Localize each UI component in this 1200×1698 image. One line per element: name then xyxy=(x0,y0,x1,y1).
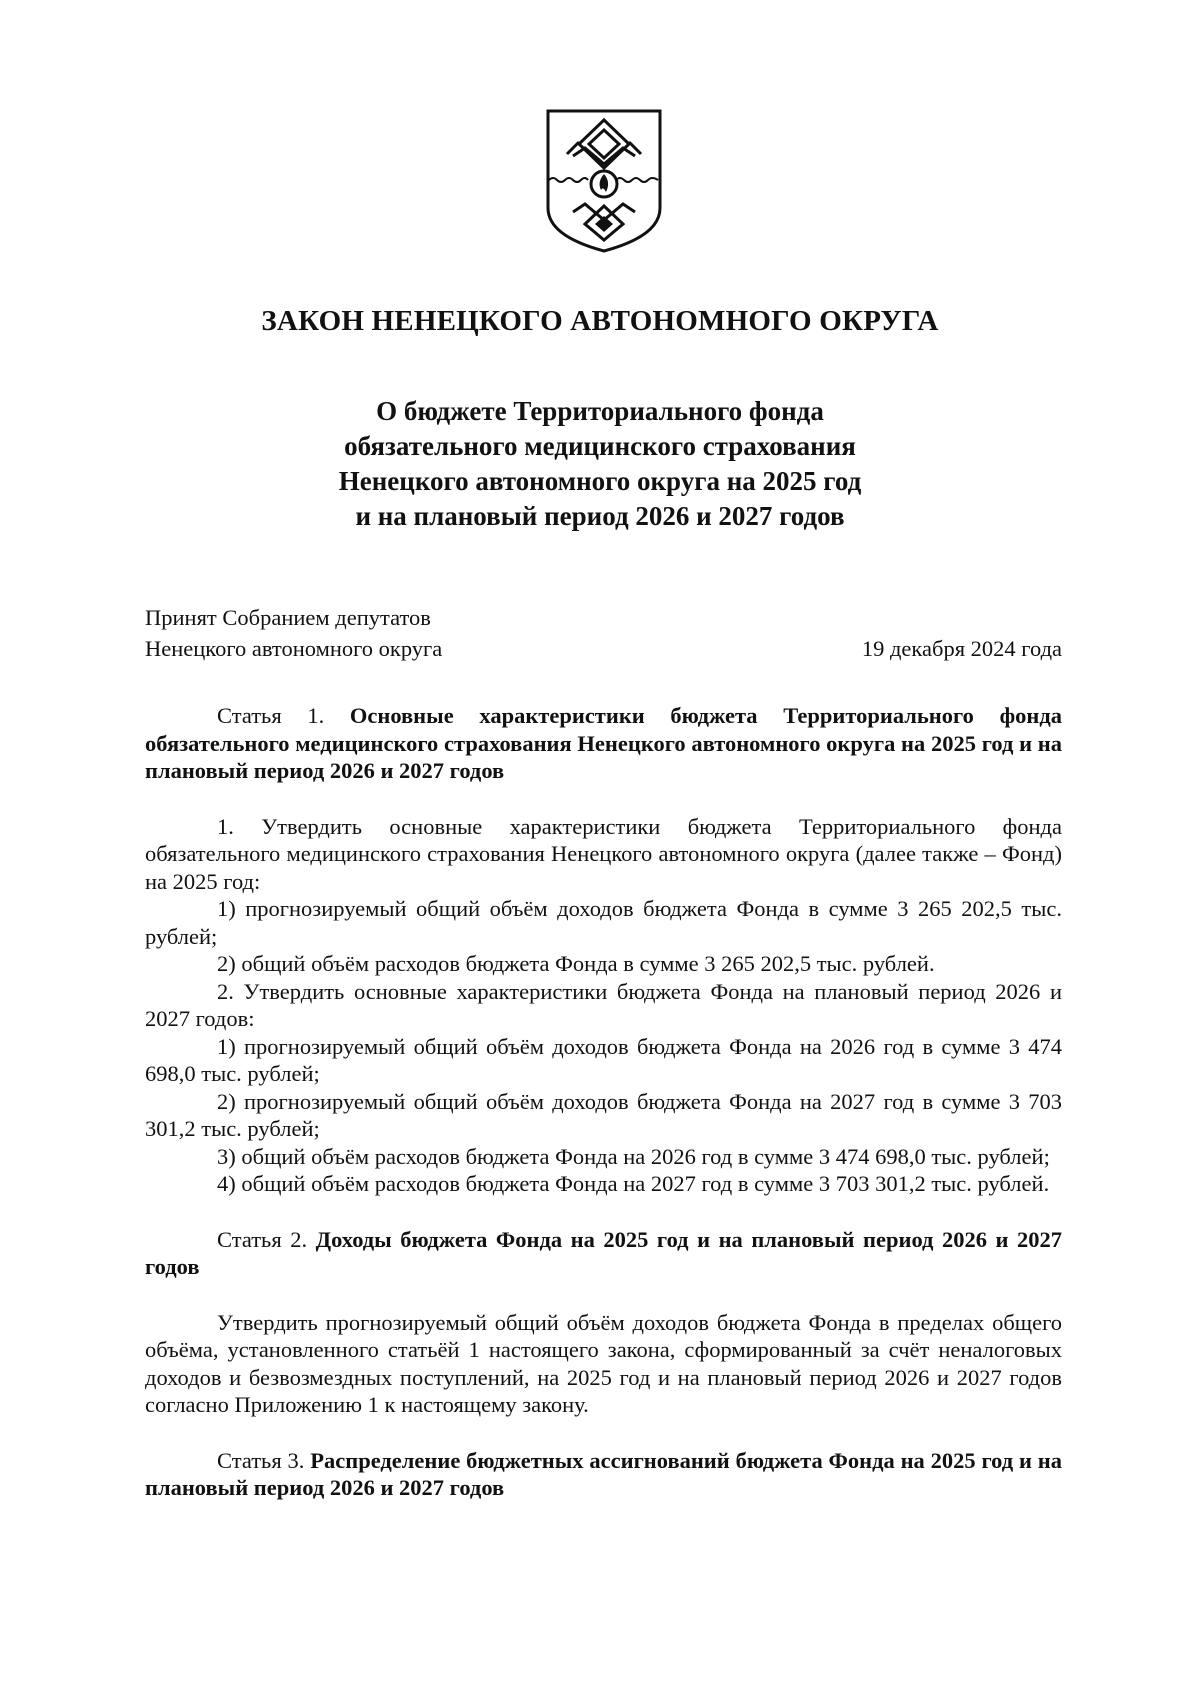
article-prefix: Статья 3. xyxy=(217,1447,305,1473)
coat-of-arms-emblem xyxy=(545,108,663,254)
article-title: Основные характеристики бюджета Территориального фонда обязательного медицинского страхования Ненецкого автономного округа на 2025 год и на плановый период 2026 и 2027 годов xyxy=(145,703,1062,783)
adoption-date: 19 декабря 2024 года xyxy=(861,636,1062,661)
paragraph: 2) прогнозируемый общий объём доходов бюджета Фонда на 2027 год в сумме 3 703 301,2 тыс. рублей; xyxy=(145,1088,1062,1141)
paragraph: 2. Утвердить основные характеристики бюджета Фонда на плановый период 2026 и 2027 годов: xyxy=(145,978,1062,1031)
law-body xyxy=(145,702,1062,1530)
adoption-block xyxy=(145,602,442,664)
subject-line: обязательного медицинского страхования xyxy=(344,431,856,461)
article-prefix: Статья 1. xyxy=(217,703,325,728)
adoption-line-2: Ненецкого автономного округа xyxy=(145,636,443,661)
article-1-body xyxy=(145,813,1062,1198)
article-2-heading xyxy=(145,1226,1062,1281)
subject-line: Ненецкого автономного округа на 2025 год xyxy=(338,466,862,496)
paragraph: 1. Утвердить основные характеристики бюджета Территориального фонда обязательного медицинского страхования Ненецкого автономного округа (далее также – Фонд) на 2025 год: xyxy=(145,813,1062,894)
paragraph: Утвердить прогнозируемый общий объём доходов бюджета Фонда в пределах общего объёма, установленного статьёй 1 настоящего закона, сформированный за счёт неналоговых доходов и безвозмездных поступлений, на 2025 год и на плановый период 2026 и 2027 годов согласно Приложению 1 к настоящему закону. xyxy=(145,1309,1062,1417)
article-title: Распределение бюджетных ассигнований бюджета Фонда на 2025 год и на плановый период 2026 и 2027 годов xyxy=(145,1447,1063,1500)
article-3-heading xyxy=(145,1447,1062,1502)
paragraph: 4) общий объём расходов бюджета Фонда на 2027 год в сумме 3 703 301,2 тыс. рублей. xyxy=(217,1171,1050,1196)
subject-line: и на плановый период 2026 и 2027 годов xyxy=(355,501,845,531)
article-1-heading xyxy=(145,702,1062,785)
paragraph: 3) общий объём расходов бюджета Фонда на 2026 год в сумме 3 474 698,0 тыс. рублей; xyxy=(217,1143,1050,1169)
adoption-line-1: Принят Собранием депутатов xyxy=(145,605,431,630)
article-2-body xyxy=(145,1309,1062,1419)
subject-line: О бюджете Территориального фонда xyxy=(376,396,824,426)
paragraph: 1) прогнозируемый общий объём доходов бюджета Фонда на 2026 год в сумме 3 474 698,0 тыс. рублей; xyxy=(145,1033,1062,1086)
paragraph: 2) общий объём расходов бюджета Фонда в сумме 3 265 202,5 тыс. рублей. xyxy=(217,951,935,976)
article-prefix: Статья 2. xyxy=(217,1226,308,1252)
paragraph: 1) прогнозируемый общий объём доходов бюджета Фонда в сумме 3 265 202,5 тыс. рублей; xyxy=(145,896,1062,949)
law-title: ЗАКОН НЕНЕЦКОГО АВТОНОМНОГО ОКРУГА xyxy=(261,305,939,337)
law-subject xyxy=(0,394,1200,534)
article-title: Доходы бюджета Фонда на 2025 год и на плановый период 2026 и 2027 годов xyxy=(145,1226,1062,1279)
